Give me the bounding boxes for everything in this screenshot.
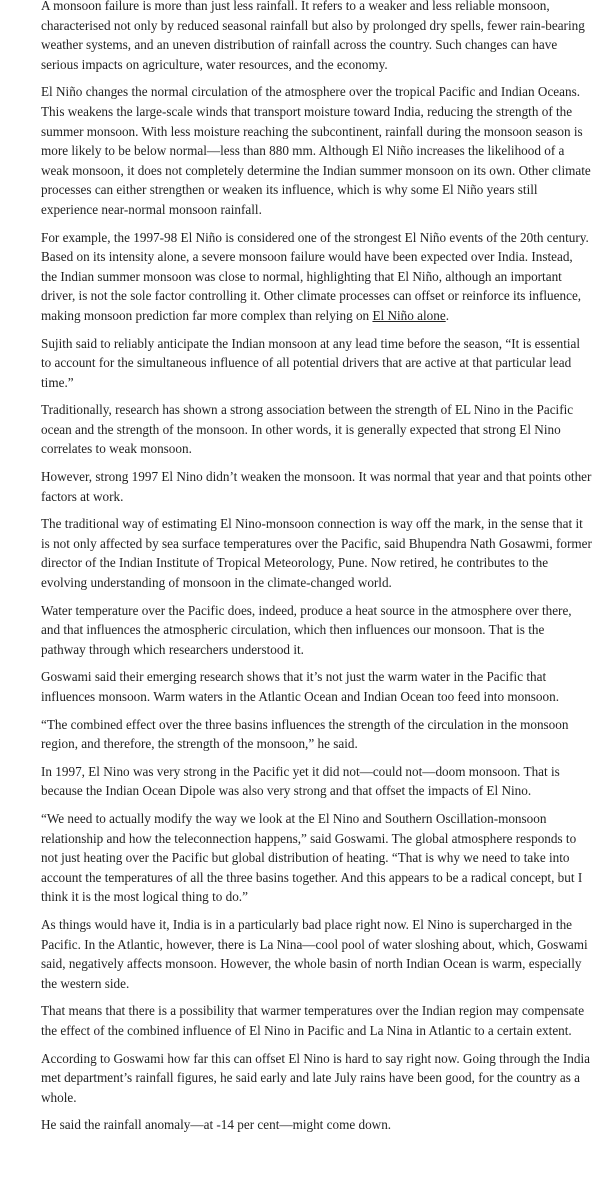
article-paragraph-12: “We need to actually modify the way we look at the El Nino and Southern Oscillation-monsoon relationship and how the teleconnection happens,” said Goswami. The global atmosphere responds to not just heating over the Pacific but global distribution of heating. “That is why we need to take into account the temperatures of all the three basins together. And this appears to be a radical concept, but I think it is the most logical thing to do.” xyxy=(41,810,583,905)
article-paragraph-3 xyxy=(41,228,592,326)
article-paragraph-8: Water temperature over the Pacific does, indeed, produce a heat source in the atmosphere over there, and that influences the atmospheric circulation, which then influences our monsoon. That is the pathway through which researchers understood it. xyxy=(41,602,572,657)
article-paragraph-16: He said the rainfall anomaly—at -14 per cent—might come down. xyxy=(41,1117,392,1133)
article-paragraph-10: “The combined effect over the three basins influences the strength of the circulation in the monsoon region, and therefore, the strength of the monsoon,” he said. xyxy=(41,716,569,752)
paragraph-3-end: . xyxy=(445,307,449,323)
article-paragraph-9: Goswami said their emerging research shows that it’s not just the warm water in the Pacific that influences monsoon. Warm waters in the Atlantic Ocean and Indian Ocean too feed into monsoon. xyxy=(41,669,559,704)
paragraph-3-text: For example, the 1997-98 El Niño is considered one of the strongest El Niño events of the 20th century. Based on its intensity alone, a severe monsoon failure would have been expected over India. Instead, the Indian summer monsoon was close to normal, highlighting that El Niño, although an important driver, is not the sole factor controlling it. Other climate processes can offset or reinforce its influence, making monsoon prediction far more complex than relying on xyxy=(41,229,589,323)
el-nino-alone-link[interactable]: El Niño alone xyxy=(372,307,446,323)
article-paragraph-13: As things would have it, India is in a particularly bad place right now. El Nino is supercharged in the Pacific. In the Atlantic, however, there is La Nina—cool pool of water sloshing about, which, Goswami said, negatively affects monsoon. However, the whole basin of north Indian Ocean is warm, especially the western side. xyxy=(41,916,588,991)
article-paragraph-4: Sujith said to reliably anticipate the Indian monsoon at any lead time before the season, “It is essential to account for the simultaneous influence of all potential drivers that are active at that particular lead time.” xyxy=(41,335,581,390)
article-paragraph-7: The traditional way of estimating El Nino-monsoon connection is way off the mark, in the sense that it is not only affected by sea surface temperatures over the Pacific, said Bhupendra Nath Gosawmi, former director of the Indian Institute of Tropical Meteorology, Pune. Now retired, he contributes to the evolving understanding of monsoon in the climate-changed world. xyxy=(41,516,592,591)
article-paragraph-6: However, strong 1997 El Nino didn’t weaken the monsoon. It was normal that year and that points other factors at work. xyxy=(41,469,592,504)
article-paragraph-5: Traditionally, research has shown a strong association between the strength of EL Nino in the Pacific ocean and the strength of the monsoon. In other words, it is generally expected that strong El Nino correlates to weak monsoon. xyxy=(41,402,574,457)
article-paragraph-14: That means that there is a possibility that warmer temperatures over the Indian region may compensate the effect of the combined influence of El Nino in Pacific and La Nina in Atlantic to a certain extent. xyxy=(41,1003,585,1038)
article-paragraph-2: El Niño changes the normal circulation of the atmosphere over the tropical Pacific and Indian Oceans. This weakens the large-scale winds that transport moisture toward India, reducing the strength of the summer monsoon. With less moisture reaching the subcontinent, rainfall during the monsoon season is more likely to be below normal—less than 880 mm. Although El Niño increases the likelihood of a weak monsoon, it does not completely determine the Indian summer monsoon on its own. Other climate processes can either strengthen or weaken its influence, which is why some El Niño years still experience near-normal monsoon rainfall. xyxy=(41,84,591,217)
article-paragraph-1: A monsoon failure is more than just less rainfall. It refers to a weaker and less reliable monsoon, characterised not only by reduced seasonal rainfall but also by prolonged dry spells, fewer rain-bearing weather systems, and an uneven distribution of rainfall across the country. Such changes can have serious impacts on agriculture, water resources, and the economy. xyxy=(41,0,585,72)
article-paragraph-11: In 1997, El Nino was very strong in the Pacific yet it did not—could not—doom monsoon. That is because the Indian Ocean Dipole was also very strong and that offset the impacts of El Nino. xyxy=(41,763,560,799)
article-paragraph-15: According to Goswami how far this can offset El Nino is hard to say right now. Going through the India met department’s rainfall figures, he said early and late July rains have been good, for the country as a whole. xyxy=(41,1050,591,1105)
